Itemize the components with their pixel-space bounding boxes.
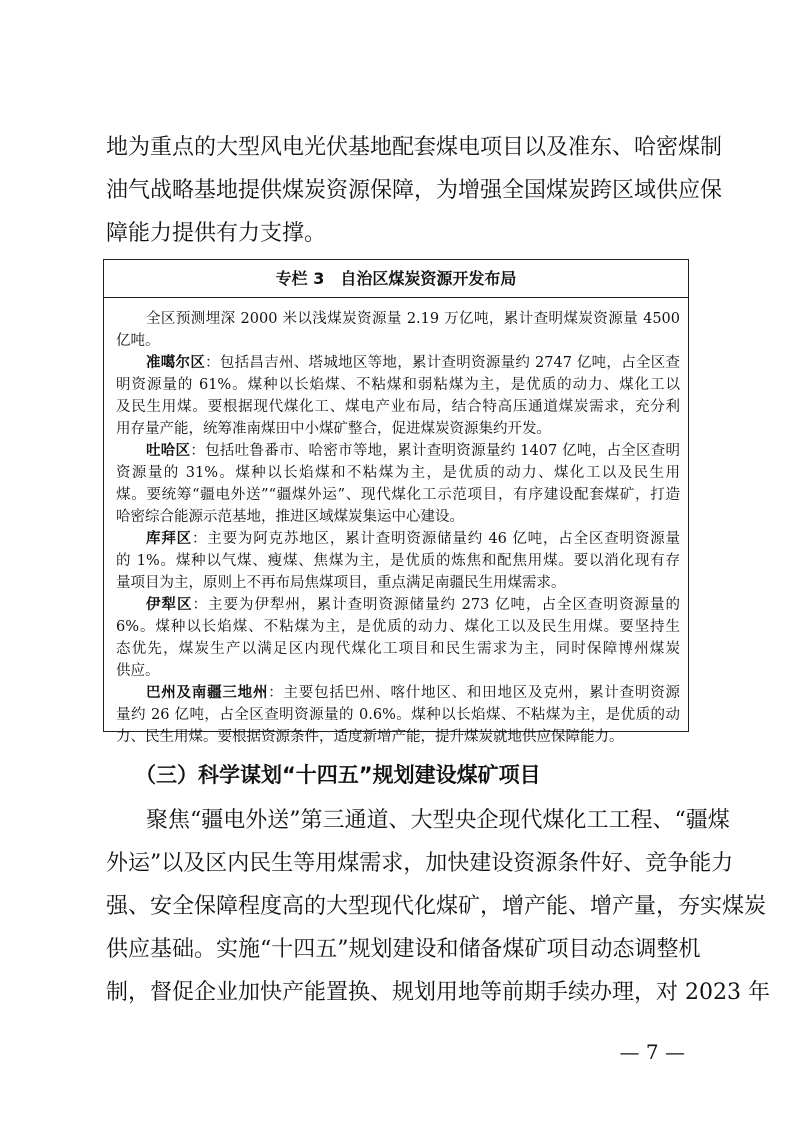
region-line: 明资源量的 61%。煤种以长焰煤、不粘煤和弱粘煤为主，是优质的动力、煤化工以 (116, 377, 680, 393)
region-line: 6%。煤种以长焰煤、不粘煤为主，是优质的动力、煤化工以及民生用煤。要坚持生 (116, 619, 680, 635)
special-column-box (103, 259, 689, 745)
region-line: 力、民生用煤。要根据资源条件，适度新增产能，提升煤炭就地供应保障能力。 (116, 729, 624, 745)
region-line: 态优先，煤炭生产以满足区内现代煤化工项目和民生需求为主，同时保障博州煤炭 (116, 641, 680, 657)
region-text: ：包括吐鲁番市、哈密市等地，累计查明资源量约 1407 亿吨，占全区查明 (190, 443, 680, 459)
region-first-line (116, 352, 680, 374)
region-line: 用存量产能，统筹准南煤田中小煤矿整合，促进煤炭资源集约开发。 (116, 421, 551, 437)
intro-line: 障能力提供有力支撑。 (106, 221, 327, 246)
region-line: 煤。要统筹“疆电外送”“疆煤外运”、现代煤化工示范项目，有序建设配套煤矿，打造 (116, 487, 680, 503)
region-name: 准噶尔区 (146, 355, 206, 371)
box-overview-line: 全区预测埋深 2000 米以浅煤炭资源量 2.19 万亿吨，累计查明煤炭资源量 4500 (146, 311, 680, 327)
box-title: 专栏 3 自治区煤炭资源开发布局 (104, 260, 688, 298)
region-line: 量约 26 亿吨，占全区查明资源量的 0.6%。煤种以长焰煤、不粘煤为主，是优质的动 (116, 707, 680, 723)
region-line: 的 1%。煤种以气煤、瘦煤、焦煤为主，是优质的炼焦和配焦用煤。要以消化现有存 (116, 553, 680, 569)
body-line: 供应基础。实施“十四五”规划建设和储备煤矿项目动态调整机 (106, 937, 701, 962)
region-name: 巴州及南疆三地州 (146, 685, 269, 701)
region-text: ：主要包括巴州、喀什地区、和田地区及克州，累计查明资源 (268, 685, 681, 701)
body-line: 强、安全保障程度高的大型现代化煤矿，增产能、增产量，夯实煤炭 (106, 894, 767, 919)
body-line: 外运”以及区内民生等用煤需求，加快建设资源条件好、竞争能力 (106, 851, 734, 876)
region-line: 哈密综合能源示范基地，推进区域煤炭集运中心建设。 (116, 509, 464, 525)
region-first-line (116, 440, 680, 462)
region-line: 资源量的 31%。煤种以长焰煤和不粘煤为主，是优质的动力、煤化工以及民生用 (116, 465, 680, 481)
region-name: 库拜区 (146, 531, 192, 547)
box-overview-line: 亿吨。 (116, 333, 160, 349)
region-name: 伊犁区 (146, 597, 193, 613)
section-heading: （三）科学谋划“十四五”规划建设煤矿项目 (135, 763, 541, 787)
region-first-line (116, 682, 680, 704)
region-line: 量项目为主，原则上不再布局焦煤项目，重点满足南疆民生用煤需求。 (116, 575, 566, 591)
region-name: 吐哈区 (146, 443, 191, 459)
intro-line: 地为重点的大型风电光伏基地配套煤电项目以及准东、哈密煤制 (106, 135, 723, 160)
page-number: — 7 — (619, 1040, 685, 1064)
intro-line: 油气战略基地提供煤炭资源保障，为增强全国煤炭跨区域供应保 (106, 178, 723, 203)
body-line: 制，督促企业加快产能置换、规划用地等前期手续办理，对 2023 年 (106, 980, 770, 1005)
region-line: 供应。 (116, 663, 160, 679)
body-line: 聚焦“疆电外送”第三通道、大型央企现代煤化工工程、“疆煤 (146, 808, 730, 833)
region-text: ：主要为阿克苏地区，累计查明资源储量约 46 亿吨，占全区查明资源量 (191, 531, 681, 547)
region-line: 及民生用煤。要根据现代煤化工、煤电产业布局，结合特高压通道煤炭需求，充分利 (116, 399, 680, 415)
region-text: ：主要为伊犁州，累计查明资源储量约 273 亿吨，占全区查明资源量的 (192, 597, 680, 613)
region-first-line (116, 594, 680, 616)
region-first-line (116, 528, 680, 550)
region-text: ：包括昌吉州、塔城地区等地，累计查明资源量约 2747 亿吨，占全区查 (205, 355, 680, 371)
